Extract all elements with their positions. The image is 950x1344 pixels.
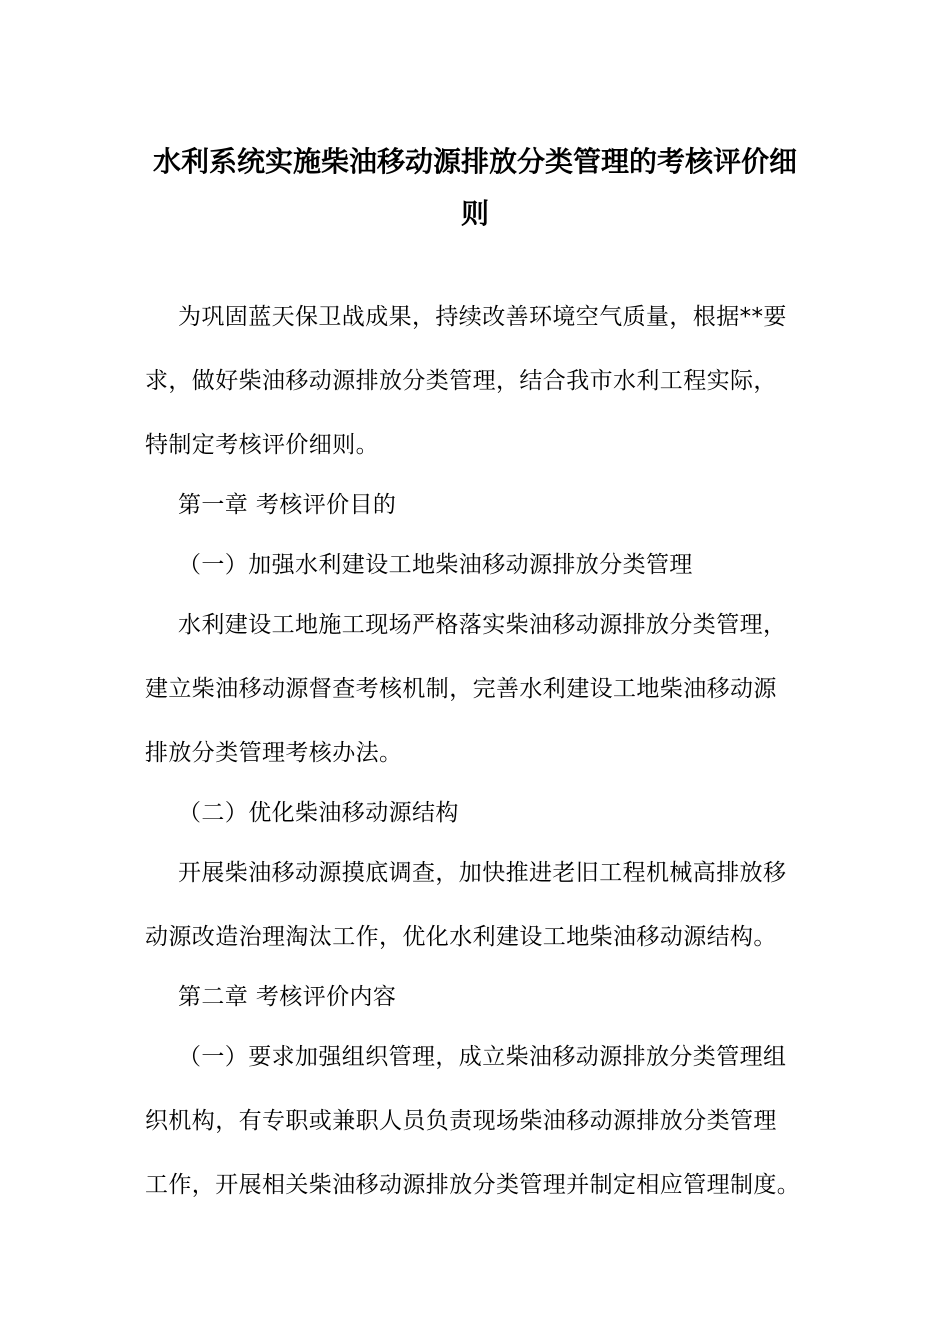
paragraph-1-2-line-2: 动源改造治理淘汰工作，优化水利建设工地柴油移动源结构。 <box>145 924 777 950</box>
paragraph-intro-line-1: 为巩固蓝天保卫战成果，持续改善环境空气质量，根据**要 <box>178 304 787 330</box>
paragraph-2-1-line-2: 织机构，有专职或兼职人员负责现场柴油移动源排放分类管理 <box>145 1108 777 1134</box>
chapter-1-heading: 第一章 考核评价目的 <box>178 492 397 518</box>
paragraph-2-1-line-1: （一）要求加强组织管理，成立柴油移动源排放分类管理组 <box>178 1044 787 1070</box>
section-1-2-heading: （二）优化柴油移动源结构 <box>178 800 459 826</box>
paragraph-1-1-line-1: 水利建设工地施工现场严格落实柴油移动源排放分类管理， <box>178 612 787 638</box>
paragraph-intro-line-3: 特制定考核评价细则。 <box>145 432 379 458</box>
document-title-line-2: 则 <box>460 197 489 230</box>
chapter-2-heading: 第二章 考核评价内容 <box>178 984 397 1010</box>
paragraph-1-1-line-3: 排放分类管理考核办法。 <box>145 740 403 766</box>
paragraph-intro-line-2: 求，做好柴油移动源排放分类管理，结合我市水利工程实际， <box>145 368 777 394</box>
document-title-line-1: 水利系统实施柴油移动源排放分类管理的考核评价细 <box>152 145 797 178</box>
section-1-1-heading: （一）加强水利建设工地柴油移动源排放分类管理 <box>178 552 693 578</box>
paragraph-1-2-line-1: 开展柴油移动源摸底调查，加快推进老旧工程机械高排放移 <box>178 860 787 886</box>
paragraph-2-1-line-3: 工作，开展相关柴油移动源排放分类管理并制定相应管理制度。 <box>145 1172 801 1198</box>
paragraph-1-1-line-2: 建立柴油移动源督查考核机制，完善水利建设工地柴油移动源 <box>145 676 777 702</box>
